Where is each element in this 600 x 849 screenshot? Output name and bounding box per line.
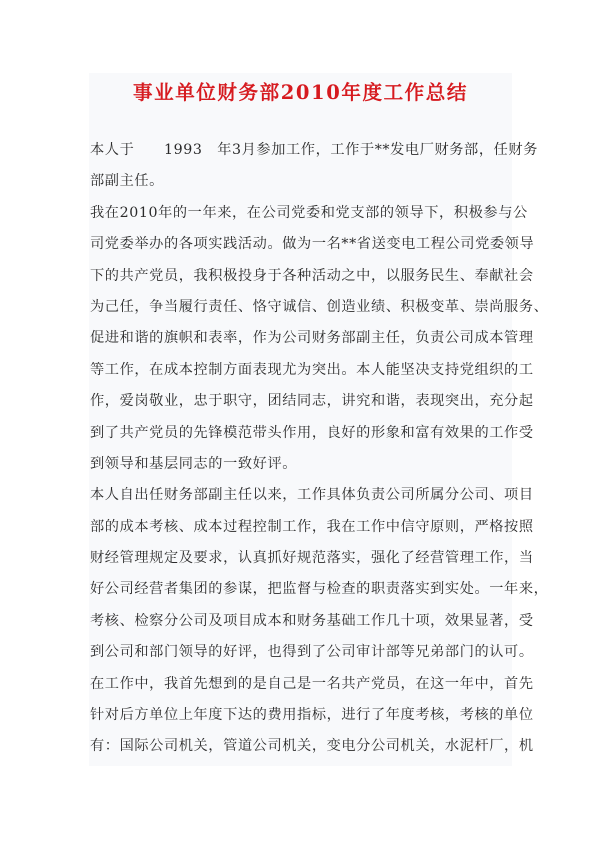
text-line: 为己任，争当履行责任、恪守诚信、创造业绩、积极变革、崇尚服务、 bbox=[90, 298, 549, 315]
text-line: 本人自出任财务部副主任以来，工作具体负责公司所属分公司、项目 bbox=[90, 487, 534, 504]
text-line: 司党委举办的各项实践活动。做为一名**省送变电工程公司党委领导 bbox=[90, 236, 535, 253]
text-line: 我在2010年的一年来，在公司党委和党支部的领导下，积极参与公 bbox=[90, 204, 528, 221]
text-line: 财经管理规定及要求，认真抓好规范落实，强化了经营管理工作，当 bbox=[90, 550, 534, 567]
text-line: 好公司经营者集团的参谋，把监督与检查的职责落实到实处。一年来， bbox=[90, 581, 549, 598]
paragraph-employment-history bbox=[90, 135, 538, 198]
text-line: 下的共产党员，我积极投身于各种活动之中，以服务民生、奉献社会 bbox=[90, 267, 534, 284]
text-line: 到公司和部门领导的好评，也得到了公司审计部等兄弟部门的认可。 bbox=[90, 644, 534, 661]
text-line: 考核、检察分公司及项目成本和财务基础工作几十项，效果显著，受 bbox=[90, 612, 534, 629]
text-line: 部的成本考核、成本过程控制工作，我在工作中信守原则，严格按照 bbox=[90, 518, 534, 535]
paragraph-party-activities bbox=[90, 198, 549, 481]
text-line: 作，爱岗敬业，忠于职守，团结同志，讲究和谐，表现突出，充分起 bbox=[90, 393, 534, 410]
paragraph-cost-control-duties bbox=[90, 480, 549, 668]
paragraph-annual-assessment bbox=[90, 669, 534, 763]
text-line: 本人于 1993 年3月参加工作，工作于**发电厂财务部，任财务 bbox=[90, 142, 538, 158]
text-line: 等工作，在成本控制方面表现尤为突出。本人能坚决支持党组织的工 bbox=[90, 361, 534, 378]
text-line: 部副主任。 bbox=[90, 173, 164, 190]
text-line: 促进和谐的旗帜和表率，作为公司财务部副主任，负责公司成本管理 bbox=[90, 330, 534, 347]
text-line: 针对后方单位上年度下达的费用指标，进行了年度考核，考核的单位 bbox=[90, 707, 534, 724]
text-line: 在工作中，我首先想到的是自己是一名共产党员，在这一年中，首先 bbox=[90, 675, 534, 692]
document-body bbox=[90, 135, 549, 763]
document-title: 事业单位财务部2010年度工作总结 bbox=[133, 81, 468, 104]
text-line: 有：国际公司机关，管道公司机关，变电分公司机关，水泥杆厂，机 bbox=[90, 738, 534, 755]
text-line: 到了共产党员的先锋模范带头作用，良好的形象和富有效果的工作受 bbox=[90, 424, 534, 441]
text-line: 到领导和基层同志的一致好评。 bbox=[90, 455, 298, 472]
